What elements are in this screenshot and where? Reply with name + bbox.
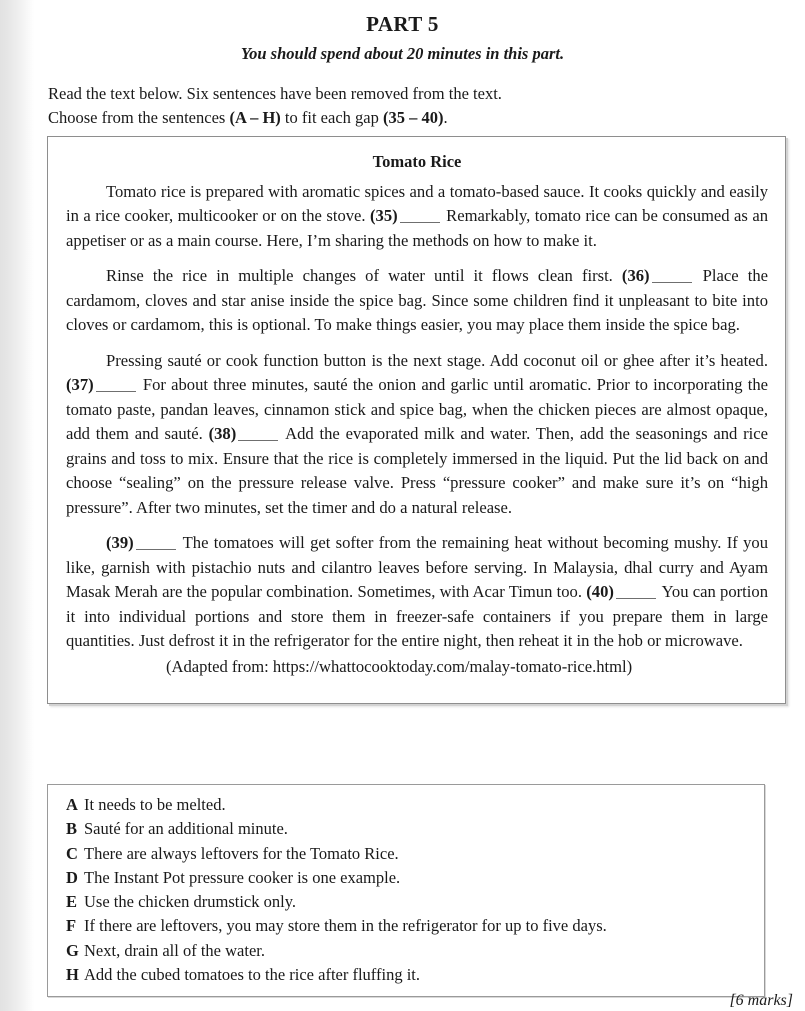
passage-title: Tomato Rice bbox=[372, 152, 462, 171]
option-text-g: Next, drain all of the water. bbox=[84, 940, 265, 960]
option-item-h[interactable] bbox=[58, 963, 754, 987]
instruction-line-1: Read the text below. Six sentences have been removed from the text. bbox=[48, 84, 502, 103]
gap-number-39: (39) bbox=[106, 533, 134, 553]
gap-blank-35 bbox=[400, 222, 440, 223]
passage-paragraph-3 bbox=[66, 349, 768, 520]
page-subtitle: You should spend about 20 minutes in this part. bbox=[240, 44, 565, 63]
option-item-e[interactable] bbox=[58, 890, 754, 914]
option-letter-g: G bbox=[66, 940, 79, 960]
instruction-line-2-part-e: . bbox=[443, 107, 448, 127]
paragraph-2-text-b: Place the cardamom, cloves and star anise inside the spice bag. Since some children find it unpleasant to bite into cloves or cardamom, this is optional. To make things easier, you may place them inside the spice bag. bbox=[66, 266, 768, 335]
option-text-f: If there are leftovers, you may store them in the refrigerator for up to five days. bbox=[84, 916, 607, 936]
option-letter-e: E bbox=[66, 892, 78, 911]
passage-box bbox=[47, 136, 786, 704]
page-title: PART 5 bbox=[366, 12, 439, 36]
option-letter-d: D bbox=[66, 867, 78, 887]
instruction-line-2-part-a: Choose from the sentences bbox=[48, 107, 230, 127]
option-letter-f: F bbox=[66, 916, 77, 936]
passage-paragraph-1 bbox=[66, 180, 768, 253]
paragraph-3-text-b: For about three minutes, sauté the onion and garlic until aromatic. Prior to incorporating the tomato paste, pandan leaves, cinnamon stick and spice bag, when the chicken pieces are almost opaque, add them and sauté. bbox=[66, 375, 768, 444]
option-item-d[interactable] bbox=[58, 866, 754, 890]
gap-number-40: (40) bbox=[586, 582, 614, 602]
paragraph-3-text-a: Pressing sauté or cook function button is the next stage. Add coconut oil or ghee after it’s heated. bbox=[106, 350, 768, 370]
option-item-g[interactable] bbox=[58, 939, 754, 963]
option-letter-b: B bbox=[66, 819, 78, 839]
passage-source-attribution: (Adapted from: https://whattocooktoday.com/malay-tomato-rice.html) bbox=[166, 657, 633, 677]
instruction-line-2-part-c: to fit each gap bbox=[280, 107, 383, 127]
option-text-h: Add the cubed tomatoes to the rice after fluffing it. bbox=[84, 964, 421, 984]
gap-blank-39 bbox=[136, 549, 176, 550]
option-text-d: The Instant Pot pressure cooker is one example. bbox=[84, 867, 401, 887]
instructions bbox=[48, 82, 748, 130]
option-text-b: Sauté for an additional minute. bbox=[84, 819, 288, 839]
option-letter-a: A bbox=[66, 795, 78, 814]
option-item-c[interactable] bbox=[58, 842, 754, 866]
option-item-b[interactable] bbox=[58, 817, 754, 841]
instruction-gap-range: (35 – 40) bbox=[382, 107, 444, 127]
option-item-f[interactable] bbox=[58, 914, 754, 938]
paragraph-4-text-b: You can portion it into individual portions and store them in freezer-safe containers if you prepare them in large quantities. Just defrost it in the refrigerator for the entire night, then reheat it in the hob or microwave. bbox=[66, 582, 768, 650]
gap-blank-36 bbox=[652, 282, 692, 283]
passage-paragraph-4 bbox=[66, 531, 768, 653]
gap-number-38: (38) bbox=[208, 424, 237, 444]
option-letter-c: C bbox=[66, 843, 78, 863]
paragraph-3-text-c: Add the evaporated milk and water. Then, add the seasonings and rice grains and toss to mix. Ensure that the rice is completely immersed in the liquid. Put the lid back on and choose “sealing” on the pressure release valve. Press “pressure cooker” and make sure it’s on “high pressure”. After two minutes, set the timer and do a natural release. bbox=[66, 424, 768, 517]
passage-paragraph-2 bbox=[66, 264, 768, 337]
option-text-a: It needs to be melted. bbox=[84, 795, 226, 814]
gap-number-36: (36) bbox=[621, 266, 650, 286]
option-letter-h: H bbox=[66, 964, 79, 984]
gap-blank-37 bbox=[96, 391, 136, 392]
paragraph-4-text-a: The tomatoes will get softer from the remaining heat without becoming mushy. If you like, garnish with pistachio nuts and cilantro leaves before serving. In Malaysia, dhal curry and Ayam Masak Merah are the popular combination. Sometimes, with Acar Timun too. bbox=[66, 533, 768, 602]
paragraph-2-text-a: Rinse the rice in multiple changes of water until it flows clean first. bbox=[106, 266, 622, 286]
gap-blank-38 bbox=[238, 440, 278, 441]
option-text-c: There are always leftovers for the Tomato Rice. bbox=[84, 843, 399, 863]
instruction-option-range: (A – H) bbox=[229, 107, 281, 127]
marks-label: [6 marks] bbox=[729, 992, 793, 1009]
instruction-line-2 bbox=[48, 106, 748, 130]
gap-blank-40 bbox=[616, 598, 656, 599]
paragraph-1-text-b: Remarkably, tomato rice can be consumed as an appetiser or as a main course. Here, I’m sharing the methods on how to make it. bbox=[66, 206, 769, 250]
gap-number-37: (37) bbox=[66, 375, 94, 395]
paragraph-1-text-a: Tomato rice is prepared with aromatic spices and a tomato-based sauce. It cooks quickly and easily in a rice cooker, multicooker or on the stove. bbox=[66, 182, 768, 226]
option-item-a[interactable] bbox=[58, 793, 754, 817]
options-box bbox=[47, 784, 765, 997]
option-text-e: Use the chicken drumstick only. bbox=[84, 892, 297, 911]
gap-number-35: (35) bbox=[370, 206, 398, 226]
